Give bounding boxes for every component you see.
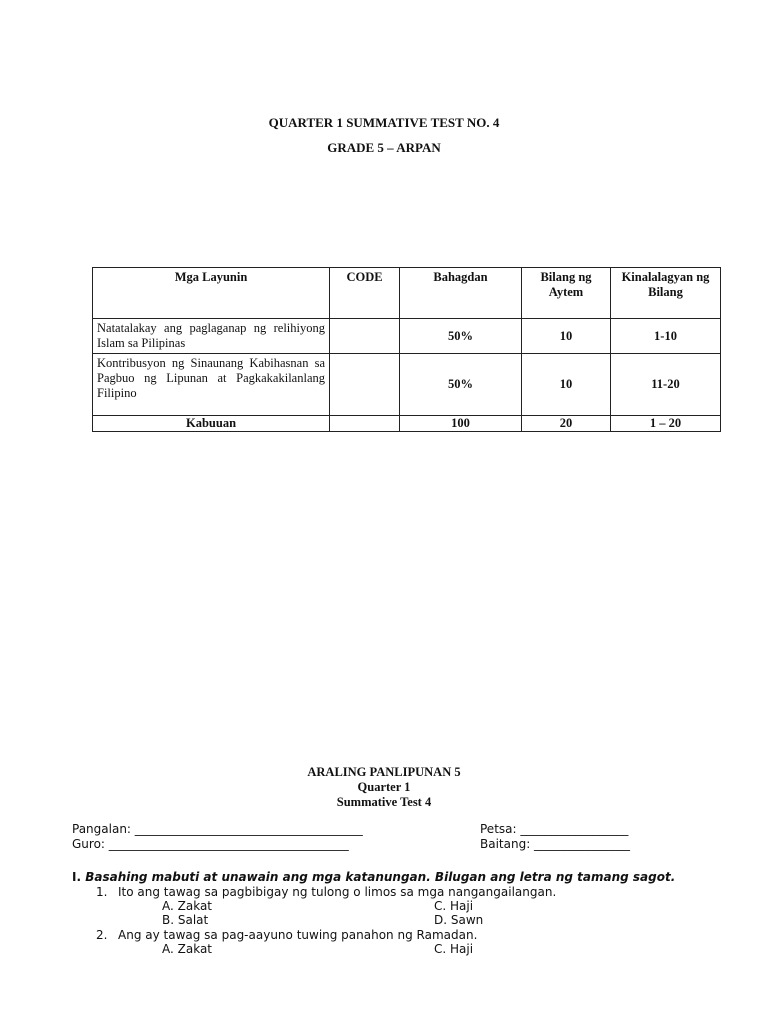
table-header-row: [93, 268, 721, 319]
question-text: Ito ang tawag sa pagbibigay ng tulong o limos sa mga nangangailangan.: [118, 885, 557, 899]
items-cell: 10: [522, 354, 611, 416]
table-row: [93, 319, 721, 354]
section-instructions: [72, 870, 752, 884]
objective-cell: Natatalakay ang paglaganap ng relihiyong Islam sa Pilipinas: [93, 319, 330, 354]
choice-c[interactable]: C. Haji: [434, 899, 474, 913]
placement-cell: 11-20: [611, 354, 721, 416]
name-field[interactable]: Pangalan: ______________________________________: [72, 822, 363, 836]
code-cell: [330, 319, 400, 354]
question-number: 2.: [96, 928, 108, 942]
percent-cell: 50%: [400, 354, 522, 416]
document-subtitle: GRADE 5 – ARPAN: [327, 140, 441, 155]
choice-b[interactable]: B. Salat: [162, 913, 209, 927]
test-label: Summative Test 4: [336, 795, 432, 809]
objective-cell: Kontribusyon ng Sinaunang Kabihasnan sa Pagbuo ng Lipunan at Pagkakakilanlang Filipino: [93, 354, 330, 416]
items-cell: 10: [522, 319, 611, 354]
column-header: Bilang ng Aytem: [522, 268, 611, 319]
document-title: QUARTER 1 SUMMATIVE TEST NO. 4: [268, 115, 500, 130]
column-header: CODE: [330, 268, 400, 319]
total-row: [93, 416, 721, 432]
percent-cell: 50%: [400, 319, 522, 354]
placement-cell: 1-10: [611, 319, 721, 354]
section-number: I.: [72, 870, 82, 884]
choice-c[interactable]: C. Haji: [434, 942, 474, 956]
table-row: [93, 354, 721, 416]
total-code: [330, 416, 400, 432]
code-cell: [330, 354, 400, 416]
question-text: Ang ay tawag sa pag-aayuno tuwing panahon ng Ramadan.: [118, 928, 478, 942]
choice-a[interactable]: A. Zakat: [162, 942, 212, 956]
choice-d[interactable]: D. Sawn: [434, 913, 484, 927]
column-header: Mga Layunin: [93, 268, 330, 319]
grade-field[interactable]: Baitang: ________________: [480, 837, 631, 851]
teacher-field[interactable]: Guro: ________________________________________: [72, 837, 349, 851]
specification-table: [92, 267, 721, 432]
total-percent: 100: [400, 416, 522, 432]
question-number: 1.: [96, 885, 108, 899]
column-header: Bahagdan: [400, 268, 522, 319]
subject-title: ARALING PANLIPUNAN 5: [307, 765, 461, 779]
column-header: Kinalalagyan ng Bilang: [611, 268, 721, 319]
instructions-text: Basahing mabuti at unawain ang mga katanungan. Bilugan ang letra ng tamang sagot.: [85, 870, 676, 884]
total-label: Kabuuan: [93, 416, 330, 432]
total-placement: 1 – 20: [611, 416, 721, 432]
date-field[interactable]: Petsa: __________________: [480, 822, 629, 836]
choice-a[interactable]: A. Zakat: [162, 899, 212, 913]
total-items: 20: [522, 416, 611, 432]
quarter-label: Quarter 1: [357, 780, 411, 794]
